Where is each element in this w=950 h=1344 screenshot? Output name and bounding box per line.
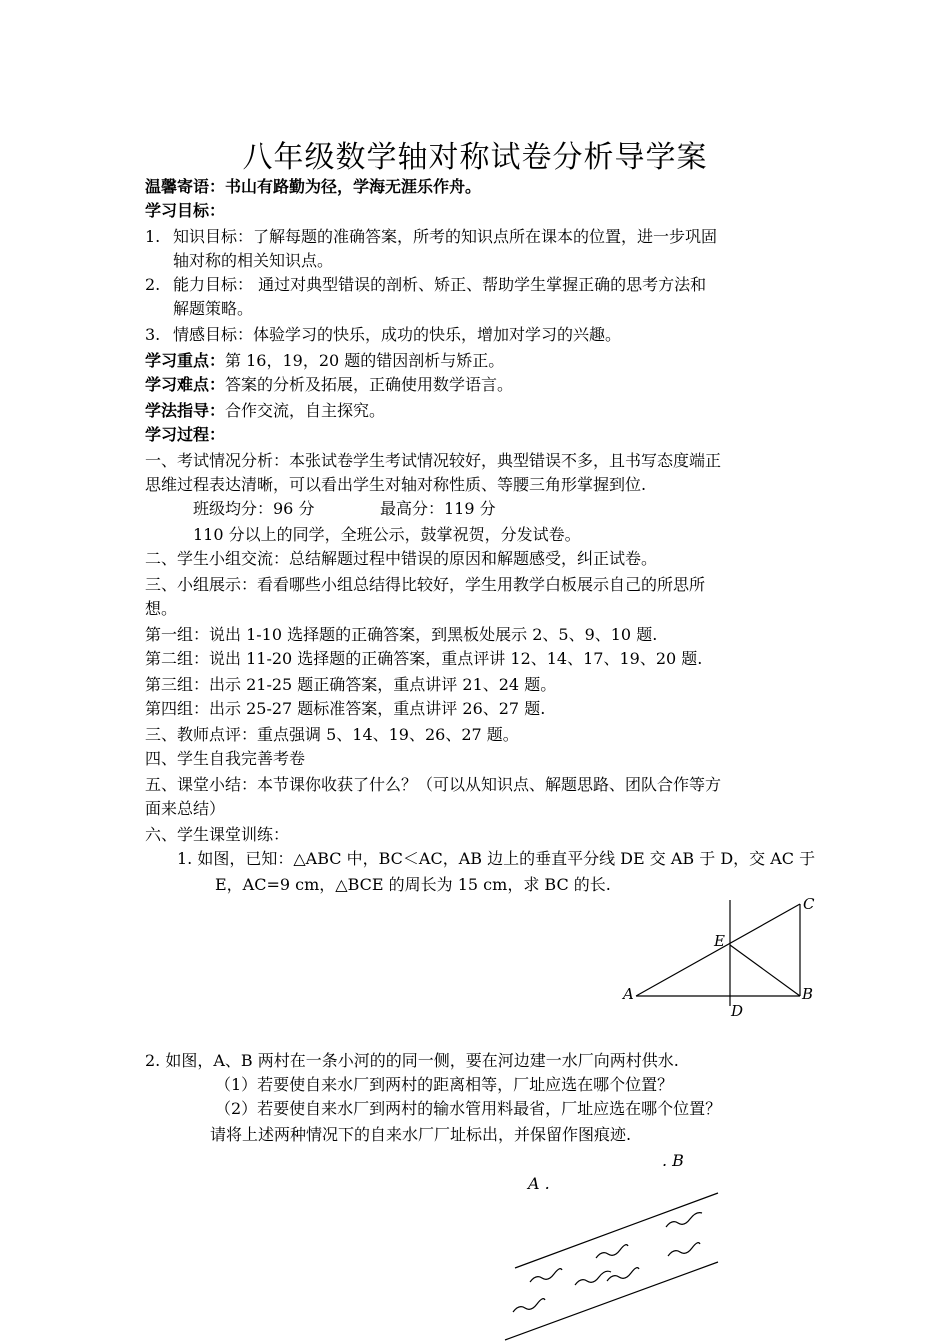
objective-2-number: 2. — [145, 275, 161, 294]
section-3-line2: 想。 — [145, 599, 178, 618]
group-2: 第二组：说出 11-20 选择题的正确答案，重点评讲 12、14、17、19、20 题. — [145, 649, 703, 668]
village-a-label: A . — [528, 1174, 550, 1193]
objective-3-line1: 情感目标：体验学习的快乐，成功的快乐，增加对学习的兴趣。 — [173, 325, 622, 344]
problem-2-note: 请将上述两种情况下的自来水厂厂址标出，并保留作图痕迹. — [210, 1125, 632, 1144]
group-3: 第三组：出示 21-25 题正确答案，重点讲评 21、24 题。 — [145, 675, 557, 694]
method-text: 合作交流，自主探究。 — [225, 401, 386, 420]
page-title: 八年级数学轴对称试卷分析导学案 — [242, 140, 708, 175]
objective-1-line1: 知识目标：了解每题的准确答案，所考的知识点所在课本的位置，进一步巩固 — [173, 227, 718, 246]
river-bank-lower — [505, 1262, 718, 1340]
group-4: 第四组：出示 25-27 题标准答案，重点讲评 26、27 题. — [145, 699, 546, 718]
difficulties-label: 学习难点： — [145, 375, 226, 394]
key-points-label: 学习重点： — [145, 351, 226, 370]
river-bank-upper — [515, 1193, 718, 1268]
problem-2-line1: 2. 如图，A、B 两村在一条小河的的同一侧，要在河边建一水厂向两村供水. — [145, 1051, 679, 1070]
section-2: 二、学生小组交流：总结解题过程中错误的原因和解题感受，纠正试卷。 — [145, 549, 658, 568]
problem-1-line1: 1. 如图，已知：△ABC 中，BC＜AC，AB 边上的垂直平分线 DE 交 AB 于 D，交 AC 于 — [177, 849, 816, 868]
label-e: E — [714, 932, 725, 950]
difficulties-text: 答案的分析及拓展，正确使用数学语言。 — [225, 375, 514, 394]
section-6: 六、学生课堂训练： — [145, 825, 290, 844]
objectives-heading: 学习目标： — [145, 201, 226, 220]
label-b: B — [802, 985, 814, 1003]
highest-score: 最高分：119 分 — [380, 499, 496, 518]
group-1: 第一组：说出 1-10 选择题的正确答案，到黑板处展示 2、5、9、10 题. — [145, 625, 658, 644]
section-1-line2: 思维过程表达清晰，可以看出学生对轴对称性质、等腰三角形掌握到位. — [145, 475, 647, 494]
above-110-note: 110 分以上的同学，全班公示，鼓掌祝贺，分发试卷。 — [193, 525, 581, 544]
objective-2-line1: 能力目标： 通过对典型错误的剖析、矫正、帮助学生掌握正确的思考方法和 — [173, 275, 707, 294]
class-average: 班级均分：96 分 — [193, 499, 315, 518]
section-4: 四、学生自我完善考卷 — [145, 749, 306, 768]
objective-1-number: 1. — [145, 227, 161, 246]
problem-2-question-1: （1）若要使自来水厂到两村的距离相等，厂址应选在哪个位置？ — [215, 1075, 674, 1094]
label-d: D — [731, 1002, 744, 1020]
section-1-line1: 一、考试情况分析：本张试卷学生考试情况较好，典型错误不多，且书写态度端正 — [145, 451, 722, 470]
objective-2-line2: 解题策略。 — [173, 299, 254, 318]
teacher-review: 三、教师点评：重点强调 5、14、19、26、27 题。 — [145, 725, 519, 744]
problem-2-question-2: （2）若要使自来水厂到两村的输水管用料最省，厂址应选在哪个位置？ — [215, 1099, 722, 1118]
section-5-line1: 五、课堂小结：本节课你收获了什么？（可以从知识点、解题思路、团队合作等方 — [145, 775, 722, 794]
method-label: 学法指导： — [145, 401, 226, 420]
label-a: A — [623, 985, 634, 1003]
water-waves-icon — [513, 1213, 702, 1312]
problem-1-line2: E，AC=9 cm，△BCE 的周长为 15 cm，求 BC 的长. — [215, 875, 611, 894]
section-3-line1: 三、小组展示：看看哪些小组总结得比较好，学生用教学白板展示自己的所思所 — [145, 575, 706, 594]
key-points-text: 第 16，19，20 题的错因剖析与矫正。 — [225, 351, 505, 370]
objective-3-number: 3. — [145, 325, 161, 344]
label-c: C — [803, 895, 815, 913]
section-5-line2: 面来总结） — [145, 799, 226, 818]
process-heading: 学习过程： — [145, 425, 226, 444]
village-b-label: . B — [662, 1151, 684, 1170]
motto: 温馨寄语：书山有路勤为径，学海无涯乐作舟。 — [145, 177, 482, 196]
objective-1-line2: 轴对称的相关知识点。 — [173, 251, 334, 270]
